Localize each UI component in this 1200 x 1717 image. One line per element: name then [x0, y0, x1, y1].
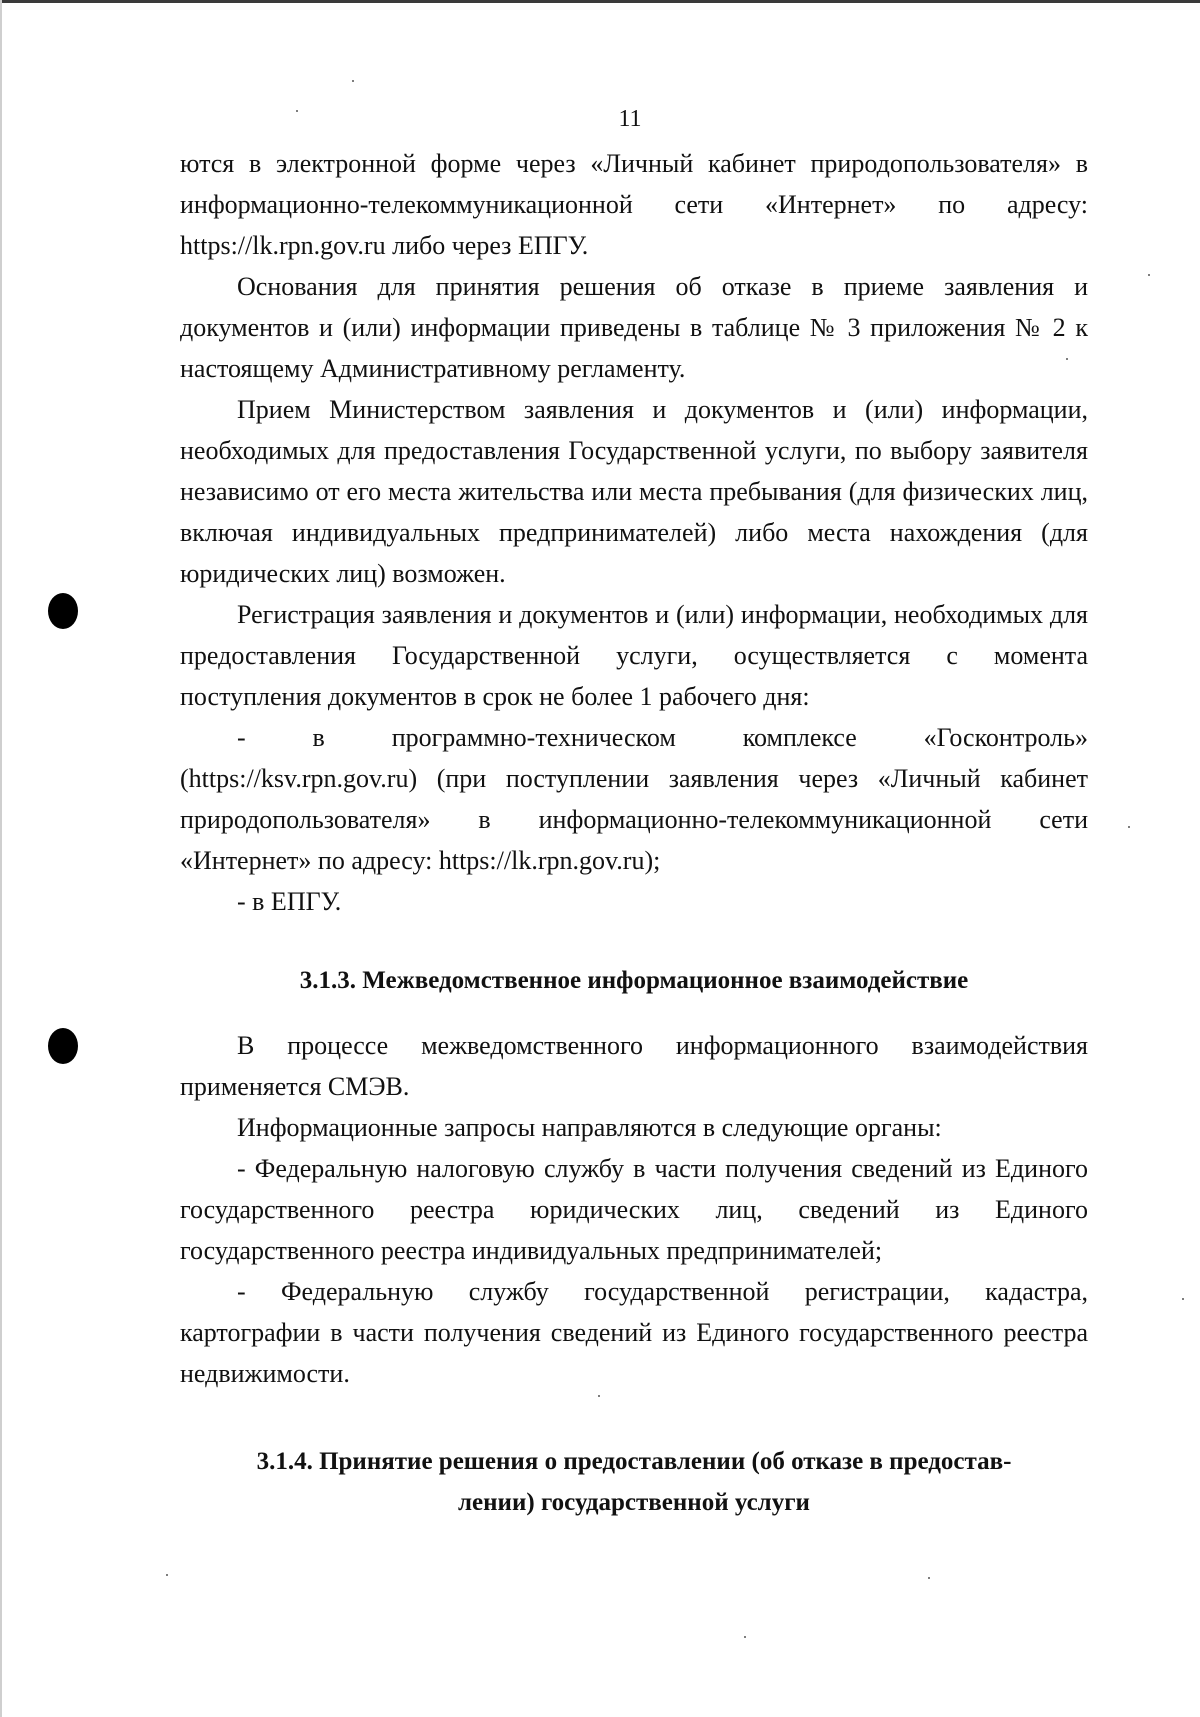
paragraph: Прием Министерством заявления и документов и (или) информации, необходимых для предоставления Государственной услуги, по выбору заявителя независимо от его места жительства или места пребывания (для физических лиц, включая индивидуальных предпринимателей) либо места нахождения (для юридических лиц) возможен.	[180, 395, 1088, 588]
scan-speck	[166, 1574, 168, 1576]
scan-top-edge	[0, 0, 1200, 3]
paragraph: Информационные запросы направляются в следующие органы:	[237, 1113, 942, 1142]
scan-speck	[352, 80, 354, 82]
paragraph: Регистрация заявления и документов и (или) информации, необходимых для предоставления Государственной услуги, осуществляется с момента поступления документов в срок не более 1 рабочего дня:	[180, 600, 1088, 711]
page-number: 11	[618, 106, 642, 132]
paragraph: Основания для принятия решения об отказе в приеме заявления и документов и (или) информации приведены в таблице № 3 приложения № 2 к настоящему Административному регламенту.	[180, 272, 1088, 383]
list-item: - Федеральную налоговую службу в части получения сведений из Единого государственного реестра юридических лиц, сведений из Единого государственного реестра индивидуальных предпринимателей;	[180, 1154, 1088, 1265]
section-heading-line: лении) государственной услуги	[458, 1489, 810, 1516]
punch-hole-mark	[48, 593, 78, 629]
paragraph: В процессе межведомственного информационного взаимодействия применяется СМЭВ.	[180, 1031, 1088, 1101]
paragraph: ются в электронной форме через «Личный кабинет природопользователя» в информационно-телекоммуникационной сети «Интернет» по адресу: https://lk.rpn.gov.ru либо через ЕПГУ.	[180, 149, 1088, 260]
scan-speck	[1182, 1298, 1184, 1300]
section-heading-line: 3.1.4. Принятие решения о предоставлении (об отказе в предостав-	[256, 1448, 1012, 1475]
scan-left-edge	[0, 0, 2, 1717]
punch-hole-mark	[48, 1028, 78, 1064]
scan-speck	[1128, 826, 1130, 828]
list-item: - в программно-техническом комплексе «Госконтроль» (https://ksv.rpn.gov.ru) (при поступлении заявления через «Личный кабинет природопользователя» в информационно-телекоммуникационной сети «Интернет» по адресу: https://lk.rpn.gov.ru);	[180, 723, 1088, 875]
scan-speck	[928, 1577, 930, 1579]
document-body	[180, 143, 1088, 1523]
list-item: - Федеральную службу государственной регистрации, кадастра, картографии в части получения сведений из Единого государственного реестра недвижимости.	[180, 1277, 1088, 1388]
scan-speck	[744, 1636, 746, 1638]
section-heading: 3.1.3. Межведомственное информационное взаимодействие	[299, 967, 969, 994]
list-item: - в ЕПГУ.	[237, 887, 342, 916]
scan-speck	[1148, 274, 1150, 276]
